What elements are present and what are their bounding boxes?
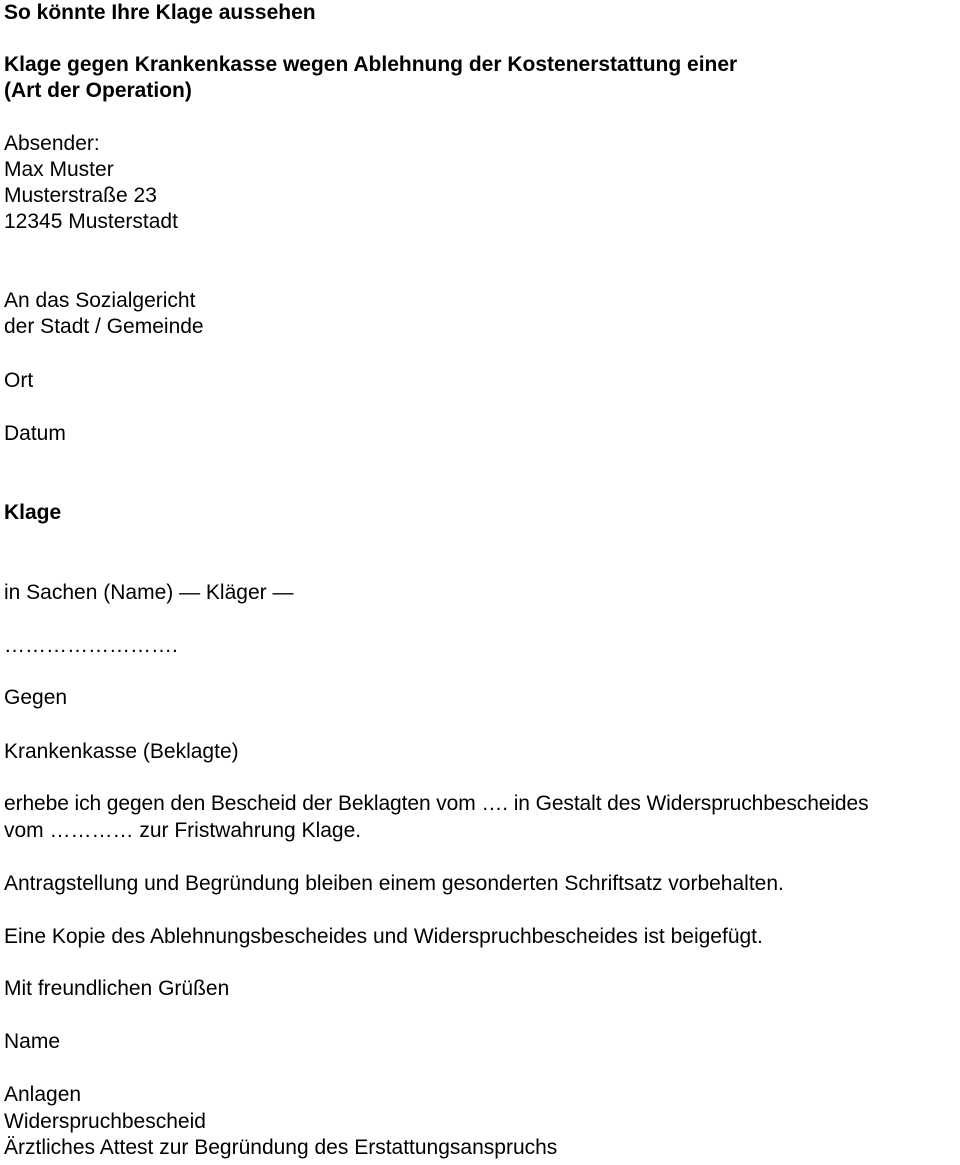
attachments-label: Anlagen bbox=[4, 1083, 82, 1106]
closing-greeting: Mit freundlichen Grüßen bbox=[4, 977, 230, 1000]
sender-city: 12345 Musterstadt bbox=[4, 210, 178, 233]
klage-title: Klage bbox=[4, 501, 62, 524]
sender-name: Max Muster bbox=[4, 158, 114, 181]
against-label: Gegen bbox=[4, 686, 68, 709]
body-paragraph-1-line-2: vom ………… zur Fristwahrung Klage. bbox=[4, 819, 362, 842]
body-paragraph-2: Antragstellung und Begründung bleiben einem gesonderten Schriftsatz vorbehalten. bbox=[4, 872, 784, 895]
plaintiff-line: in Sachen (Name) — Kläger — bbox=[4, 581, 294, 604]
page-heading: So könnte Ihre Klage aussehen bbox=[4, 1, 316, 24]
subject-line-2: (Art der Operation) bbox=[4, 79, 192, 102]
recipient-line-2: der Stadt / Gemeinde bbox=[4, 315, 204, 338]
sender-label: Absender: bbox=[4, 132, 100, 155]
recipient-line-1: An das Sozialgericht bbox=[4, 289, 196, 312]
closing-name: Name bbox=[4, 1030, 61, 1053]
sender-street: Musterstraße 23 bbox=[4, 184, 157, 207]
placeholder-dots: ……………………. bbox=[4, 634, 178, 657]
defendant-line: Krankenkasse (Beklagte) bbox=[4, 740, 239, 763]
attachment-item: Widerspruchbescheid bbox=[4, 1110, 206, 1133]
attachment-item: Ärztliches Attest zur Begründung des Erstattungsanspruchs bbox=[4, 1136, 558, 1159]
subject-line-1: Klage gegen Krankenkasse wegen Ablehnung der Kostenerstattung einer bbox=[4, 53, 738, 76]
date-field: Datum bbox=[4, 422, 66, 445]
place-field: Ort bbox=[4, 369, 34, 392]
body-paragraph-1-line-1: erhebe ich gegen den Bescheid der Beklagten vom …. in Gestalt des Widerspruchbescheides bbox=[4, 792, 869, 815]
body-paragraph-3: Eine Kopie des Ablehnungsbescheides und Widerspruchbescheides ist beigefügt. bbox=[4, 925, 763, 948]
